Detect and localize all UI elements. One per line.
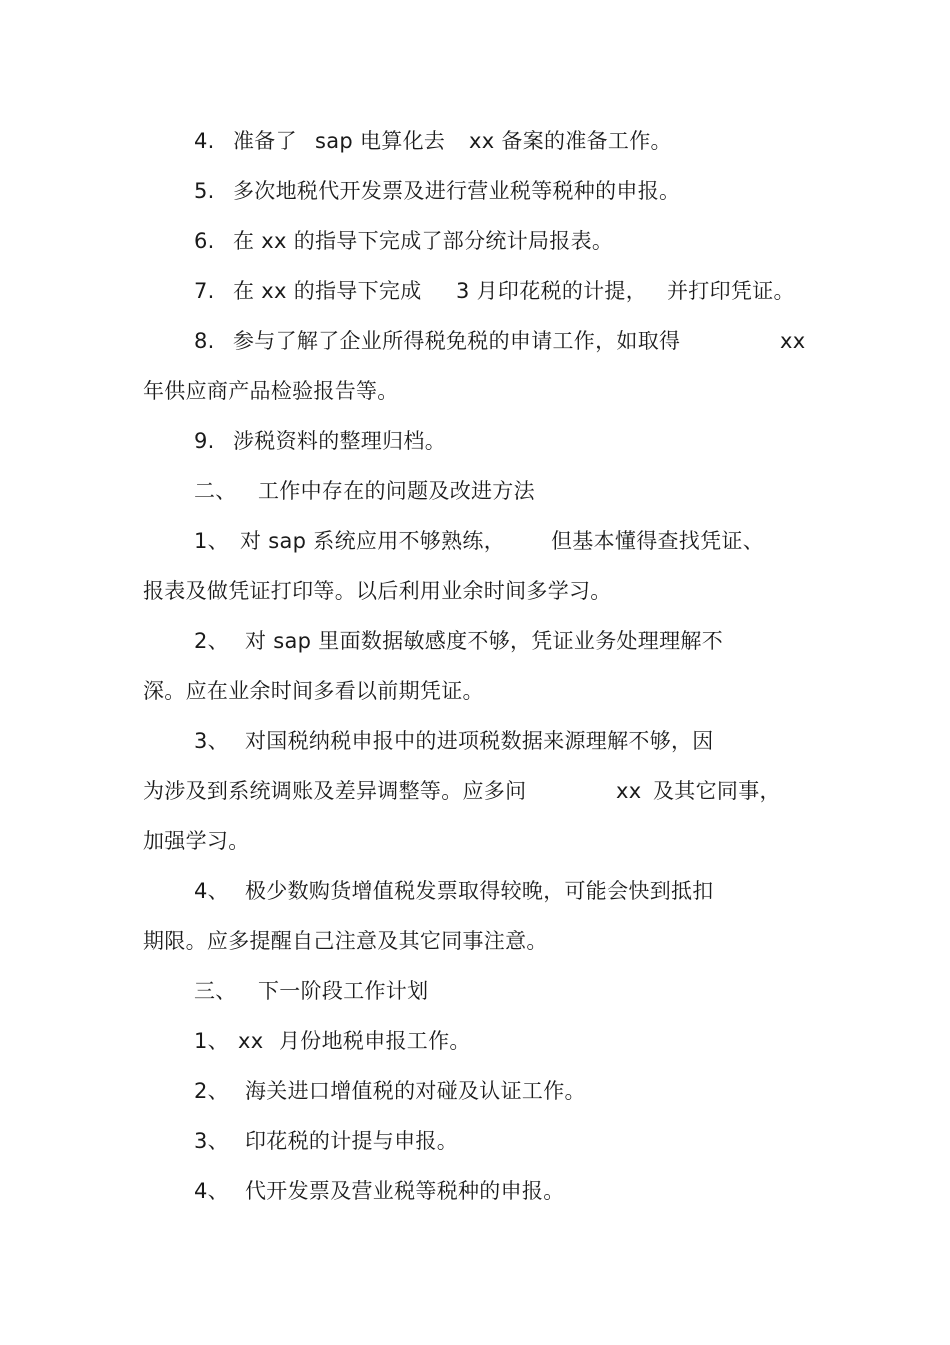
item-number: 4、 — [194, 1179, 229, 1203]
item-number: 6. — [194, 229, 215, 253]
item-number: 9. — [194, 429, 215, 453]
item-text: 极少数购货增值税发票取得较晚，可能会快到抵扣 — [245, 879, 714, 903]
item-text: xx — [616, 779, 642, 803]
item-number: 2、 — [194, 629, 229, 653]
item-text: 代开发票及营业税等税种的申报。 — [245, 1179, 565, 1203]
item-text: 海关进口增值税的对碰及认证工作。 — [245, 1079, 586, 1103]
item-text: 并打印凭证。 — [667, 279, 795, 303]
item-text: 期限。应多提醒自己注意及其它同事注意。 — [143, 929, 548, 953]
item-text: 涉税资料的整理归档。 — [233, 429, 446, 453]
item-number: 4. — [194, 129, 215, 153]
item-text: 报表及做凭证打印等。以后利用业余时间多学习。 — [143, 579, 612, 603]
item-text: xx 备案的准备工作。 — [469, 129, 672, 153]
section-number: 三、 — [194, 979, 237, 1003]
item-text: 对 sap 系统应用不够熟练， — [240, 529, 505, 553]
section-number: 二、 — [194, 479, 237, 503]
item-text: xx — [238, 1029, 264, 1053]
item-number: 3、 — [194, 1129, 229, 1153]
section-title: 下一阶段工作计划 — [258, 979, 429, 1003]
item-text: 及其它同事， — [653, 779, 781, 803]
section-title: 工作中存在的问题及改进方法 — [258, 479, 535, 503]
item-number: 8. — [194, 329, 215, 353]
item-text: 在 xx 的指导下完成 — [233, 279, 422, 303]
item-number: 4、 — [194, 879, 229, 903]
item-text: 准备了 — [233, 129, 297, 153]
item-text: 但基本懂得查找凭证、 — [551, 529, 764, 553]
item-text: 3 月印花税的计提， — [456, 279, 648, 303]
item-text: xx — [780, 329, 806, 353]
item-number: 3、 — [194, 729, 229, 753]
item-text: 年供应商产品检验报告等。 — [143, 379, 399, 403]
item-text: sap 电算化去 — [315, 129, 446, 153]
item-number: 2、 — [194, 1079, 229, 1103]
item-text: 对 sap 里面数据敏感度不够，凭证业务处理理解不 — [245, 629, 723, 653]
item-number: 5. — [194, 179, 215, 203]
item-text: 加强学习。 — [143, 829, 250, 853]
item-text: 对国税纳税申报中的进项税数据来源理解不够，因 — [245, 729, 714, 753]
item-number: 1、 — [194, 529, 229, 553]
item-text: 印花税的计提与申报。 — [245, 1129, 458, 1153]
item-text: 深。应在业余时间多看以前期凭证。 — [143, 679, 484, 703]
item-text: 多次地税代开发票及进行营业税等税种的申报。 — [233, 179, 681, 203]
item-text: 在 xx 的指导下完成了部分统计局报表。 — [233, 229, 614, 253]
item-number: 1、 — [194, 1029, 229, 1053]
item-text: 参与了解了企业所得税免税的申请工作，如取得 — [233, 329, 681, 353]
item-number: 7. — [194, 279, 215, 303]
item-text: 月份地税申报工作。 — [279, 1029, 471, 1053]
item-text: 为涉及到系统调账及差异调整等。应多问 — [143, 779, 527, 803]
